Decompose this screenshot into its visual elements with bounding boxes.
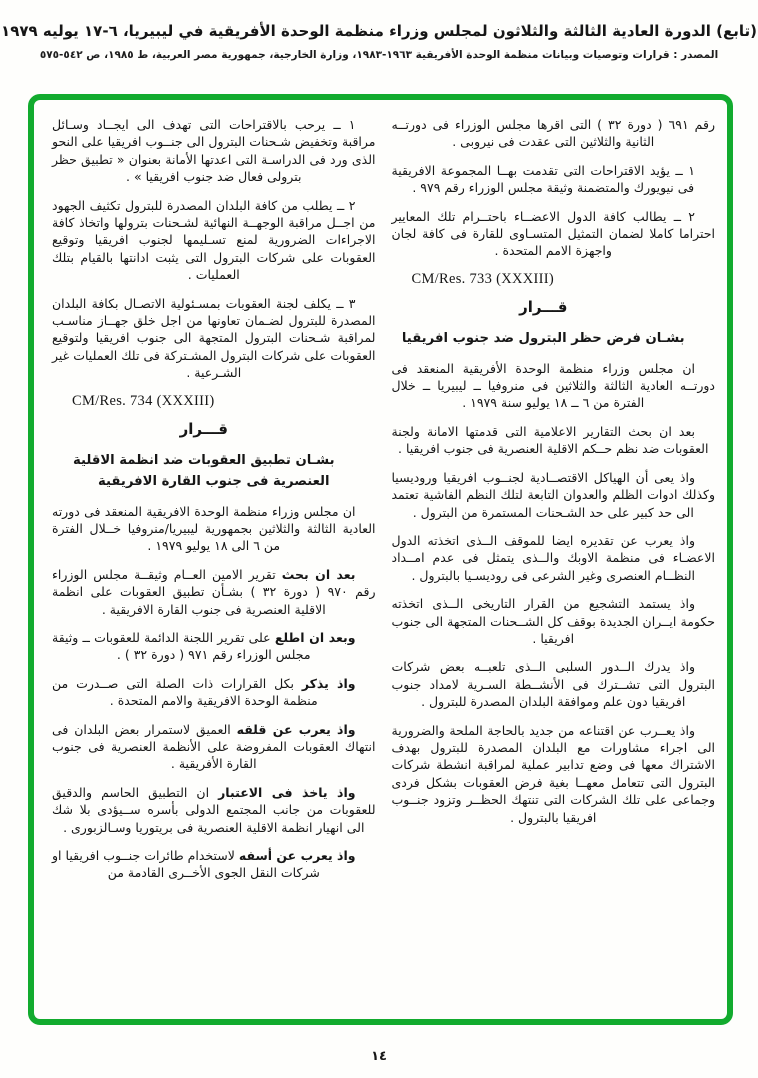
paragraph <box>52 784 376 836</box>
decision-subject-line1: بشـان تطبيق العقوبات ضد انظمة الاقلية <box>72 452 335 468</box>
source-line: المصدر : قرارات وتوصيات وبيانات منظمة الوحدة الأفريقية ١٩٦٣-١٩٨٣، وزارة الخارجية، جمهورية مصر العربية، ط ١٩٨٥، ص ٥٤٢-٥٧٥ <box>39 49 719 61</box>
paragraph <box>52 847 376 882</box>
paragraph: ٢ ــ يطلب من كافة البلدان المصدرة للبترول تكثيف الجهود من اجــل مراقبة الوجهــة النهائية لشـحنات بترولها واتخاذ كافة الاجراءات الضرورية لمنع تسـليمها لجنوب افريقيا وتوقيع العقوبات على شركات البترول التى يثبت ادانتها بالقيام بتلك العمليات . <box>52 197 376 283</box>
session-title: (تابع) الدورة العادية الثالثة والثلاثون لمجلس وزراء منظمة الوحدة الأفريقية في ليبيريا، ٦-١٧ يوليه ١٩٧٩ <box>1 22 757 40</box>
page-number: ١٤ <box>371 1049 387 1064</box>
two-column-layout <box>34 100 727 893</box>
paragraph-body: ان التطبيق الحاسم والدقيق للعقوبات من جانب المجتمع الدولى بأسره ســيؤدى بلا شك الى انهيار انظمة الاقلية العنصرية فى بريتوريا وسـالزبورى . <box>52 784 376 835</box>
decision-subject-line2: العنصرية فى جنوب القارة الافريقية <box>98 473 330 489</box>
paragraph-body: بكل القرارات ذات الصلة التى صــدرت من منظمة الوحدة الافريقية والامم المتحدة . <box>52 675 318 709</box>
paragraph-lead: واذ يعرب عن قلقه <box>236 721 356 737</box>
paragraph-lead: واذ ياخذ فى الاعتبار <box>218 784 356 800</box>
decision-subject: بشـان فرض حظر البترول ضد جنوب افريقيا <box>401 330 685 346</box>
paragraph: ان مجلس وزراء منظمة الوحدة الأفريقية المنعقد فى دورتــه العادية الثالثة والثلاثين فى منروفيا ــ ليبيريا ــ خلال الفترة من ٦ ــ ١٨ يوليو سنة ١٩٧٩ . <box>391 360 715 411</box>
paragraph-body: تقرير الامين العــام وثيقــة مجلس الوزراء رقم ٩٧٠ ( دورة ٣٢ ) بشـأن تطبيق العقوبات على انظمة الاقلية العنصرية فى جنوب القارة الافريقية . <box>52 566 376 617</box>
paragraph-body: العميق لاستمرار بعض البلدان فى انتهاك العقوبات المفروضة على الأنظمة العنصرية فى جنوب القارة الأفريقية . <box>52 721 376 772</box>
paragraph: واذ يستمد التشجيع من القرار التاريخى الــذى اتخذته حكومة ايــران الجديدة بوقف كل الشــحنات المتجهة الى جنوب افريقيا . <box>391 596 715 646</box>
decision-subject <box>52 450 376 492</box>
paragraph <box>52 721 376 773</box>
paragraph-lead: واذ يذكر <box>301 675 356 691</box>
paragraph-body: لاستخدام طائرات جنــوب افريقيا او شركات النقل الجوى الأخــرى القادمة من <box>52 848 320 881</box>
paragraph: رقم ٦٩١ ( دورة ٣٢ ) التى اقرها مجلس الوزراء فى دورتــه الثانية والثلاثين التى عقدت فى نيروبى . <box>391 117 715 150</box>
paragraph-lead: بعد ان بحث <box>281 566 356 582</box>
column-right <box>392 116 716 893</box>
resolution-number-734: CM/Res. 734 (XXXIII) <box>72 392 215 409</box>
paragraph: ان مجلس وزراء منظمة الوحدة الافريقية المنعقد فى دورته العادية الثالثة والثلاثين بجمهورية ليبيريا/منروفيا خــلال الفترة من ٦ الى ١٨ يوليو ١٩٧٩ . <box>52 503 376 554</box>
paragraph <box>52 675 376 710</box>
decision-heading: قـــرار <box>519 298 568 317</box>
paragraph: بعد ان بحث التقارير الاعلامية التى قدمتها الامانة ولجنة العقوبات ضد نظم حــكم الاقلية العنصرية فى جنوب افريقيا . <box>391 423 709 457</box>
paragraph-lead: واذ يعرب عن أسفه <box>238 848 356 863</box>
content-frame <box>28 94 733 1025</box>
paragraph: ١ ــ يؤيد الاقتراحات التى تقدمت بهــا المجموعة الافريقية فى نيويورك والمتضمنة وثيقة مجلس الوزراء رقم ٩٧٩ . <box>391 162 695 196</box>
paragraph <box>52 566 376 618</box>
paragraph-body: على تقرير اللجنة الدائمة للعقوبات ــ وثيقة مجلس الوزراء رقم ٩٧١ ( دورة ٣٢ ) . <box>52 629 311 663</box>
paragraph: واذ يعى أن الهياكل الاقتصــادية لجنــوب افريقيا وروديسيا وكذلك ادوات الظلم والعدوان التابعة لتلك النظم الفاشية تعتمد الى حد كبير على حد الشـحنات المستمرة من البترول . <box>391 469 715 520</box>
paragraph: واذ يعرب عن تقديره ايضا للموقف الــذى اتخذته الدول الاعضـاء فى منظمة الاوبك والــذى يتمثل فى عدم امــداد النظــام العنصرى وغير الشرعى فى روديسـيا بالبترول . <box>391 532 715 583</box>
paragraph: واذ يدرك الــدور السلبى الــذى تلعبــه بعض شركات البترول التى تشــترك فى الأنشــطة السـرية لامداد جنوب افريقيا دون علم وموافقة البلدان المصدرة للبترول . <box>391 659 715 710</box>
column-left <box>52 116 376 893</box>
paragraph <box>52 629 376 664</box>
resolution-number-733: CM/Res. 733 (XXXIII) <box>411 270 555 287</box>
paragraph: ٢ ــ يطالب كافة الدول الاعضــاء باحتــرام تلك المعايير احتراما كاملا لضمان التمثيل المتسـاوى للقارة فى كافة لجان واجهزة الامم المتحدة . <box>391 208 715 259</box>
paragraph: ١ ــ يرحب بالاقتراحات التى تهدف الى ايجــاد وسـائل مراقبة وتخفيض شـحنات البترول الى جنــوب افريقيا على النحو الذى ورد فى الدراسـة التى اعدتها الأمانة بعنوان « تطبيق حظر بترولى فعال ضد جنوب افريقيا » . <box>52 117 376 185</box>
page-header <box>0 22 758 61</box>
decision-heading: قـــرار <box>179 420 228 439</box>
paragraph: ٣ ــ يكلف لجنة العقوبات بمسـئولية الاتصـال بكافة البلدان المصدرة للبترول لضـمان تعاونها من اجل خلق جهــاز مناسـب لمراقبة شـحنات البترول المتجهة الى جنوب افريقيا ولتوقيع العقوبات على شركات البترول المشـتركة فى تلك العمليات غير الشـرعية . <box>52 295 376 381</box>
paragraph: واذ يعــرب عن اقتناعه من جديد بالحاجة الملحة والضرورية الى اجراء مشاورات مع البلدان المصدرة للبترول بهدف الاشتراك معها فى وضع تدابير عملية لمراقبة انشطة شركات البترول التى تتعامل معهــا بغية فرض العقوبات بشكل فردى وجماعى على تلك الشركات التى تنتهك الحظــر وتزود جنــوب افريقيا بالبترول . <box>391 722 715 825</box>
paragraph-lead: وبعد ان اطلع <box>274 629 356 645</box>
